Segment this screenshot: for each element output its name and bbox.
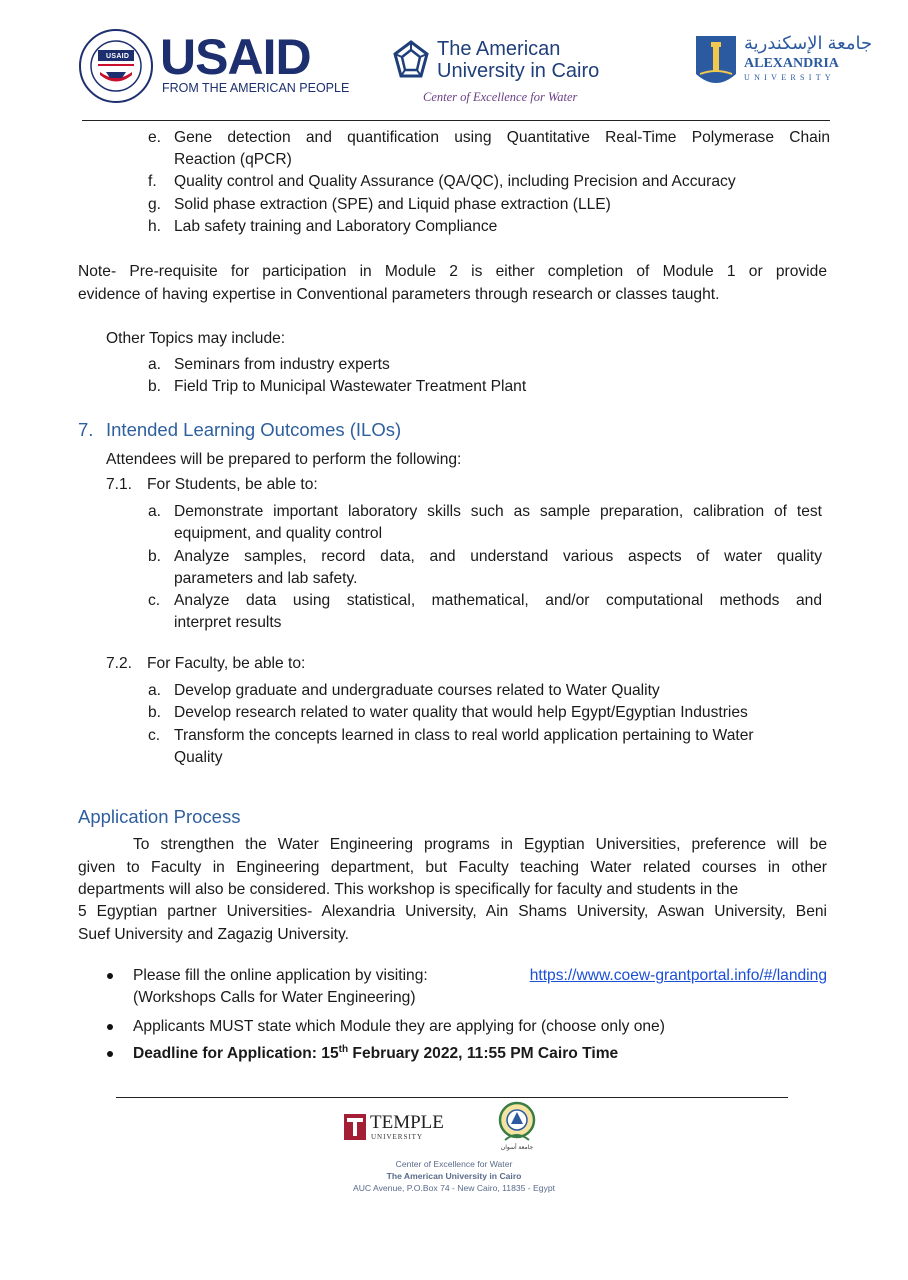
alexandria-arabic-name: جامعة الإسكندرية	[744, 33, 873, 53]
topic-g: Solid phase extraction (SPE) and Liquid phase extraction (LLE)	[174, 196, 611, 213]
application-title: Application Process	[78, 806, 241, 827]
usaid-logo	[78, 28, 350, 104]
other-topic-marker-a: a.	[148, 356, 162, 373]
usaid-badge: USAID	[106, 53, 130, 60]
footer-rule	[116, 1097, 788, 1098]
application-portal-link[interactable]: https://www.coew-grantportal.info/#/landing	[529, 967, 827, 984]
section7-title: Intended Learning Outcomes (ILOs)	[106, 419, 402, 440]
other-topic-a: Seminars from industry experts	[174, 356, 390, 373]
alexandria-logo	[694, 32, 873, 94]
student-a-line1: Demonstrate important laboratory skills such as sample preparation, calibration of test	[174, 503, 822, 520]
other-topics-intro: Other Topics may include:	[106, 330, 286, 347]
bullet1-line2: (Workshops Calls for Water Engineering)	[133, 989, 416, 1006]
students-title: For Students, be able to:	[147, 476, 318, 493]
footer-line1: Center of Excellence for Water	[395, 1159, 513, 1169]
faculty-marker-b: b.	[148, 704, 162, 721]
auc-subtitle: Center of Excellence for Water	[423, 90, 578, 104]
header-rule	[82, 120, 830, 121]
topic-marker-e: e.	[148, 129, 162, 146]
temple-logo	[344, 1112, 454, 1142]
faculty-marker-a: a.	[148, 682, 162, 699]
topic-e-line2: Reaction (qPCR)	[174, 151, 292, 168]
faculty-b: Develop research related to water quality that would help Egypt/Egyptian Industries	[174, 704, 748, 721]
student-marker-b: b.	[148, 548, 162, 565]
aswan-caption: جامعة أسوان	[500, 1145, 534, 1151]
auc-name-line1: The American	[437, 38, 561, 60]
other-topic-marker-b: b.	[148, 378, 162, 395]
application-para-line1: To strengthen the Water Engineering programs in Egyptian Universities, preference will be	[133, 836, 827, 853]
student-a-line2: equipment, and quality control	[174, 525, 383, 542]
application-para-line2: given to Faculty in Engineering department, but Faculty teaching Water related courses in other	[78, 859, 827, 876]
alexandria-name: ALEXANDRIA	[744, 56, 839, 71]
bullet1-text: Please fill the online application by visiting:	[133, 967, 428, 984]
application-para-line5: Suef University and Zagazig University.	[78, 926, 349, 943]
topic-marker-f: f.	[148, 173, 157, 190]
faculty-marker-c: c.	[148, 727, 161, 744]
lighthouse-emblem-icon	[694, 34, 738, 92]
bullet1-line1	[133, 965, 827, 987]
student-b-line1: Analyze samples, record data, and understand various aspects of water quality	[174, 548, 822, 565]
section7-number: 7.	[78, 419, 94, 440]
temple-sub: UNIVERSITY	[371, 1133, 423, 1141]
faculty-c-line2: Quality	[174, 749, 223, 766]
application-para-line3: departments will also be considered. This workshop is specifically for faculty and students in the	[78, 881, 739, 898]
student-marker-a: a.	[148, 503, 162, 520]
deadline-sup: th	[338, 1043, 349, 1055]
deadline-prefix: Deadline for Application: 15	[133, 1045, 339, 1062]
student-b-line2: parameters and lab safety.	[174, 570, 358, 587]
topic-f: Quality control and Quality Assurance (QA/QC), including Precision and Accuracy	[174, 173, 736, 190]
students-number: 7.1.	[106, 476, 133, 493]
auc-logo	[393, 36, 623, 112]
faculty-number: 7.2.	[106, 655, 133, 672]
temple-name: TEMPLE	[370, 1112, 444, 1133]
usaid-wordmark: USAID	[160, 29, 311, 85]
student-c-line1: Analyze data using statistical, mathematical, and/or computational methods and	[174, 592, 822, 609]
temple-t-icon	[344, 1114, 366, 1140]
topic-marker-g: g.	[148, 196, 162, 213]
faculty-title: For Faculty, be able to:	[147, 655, 306, 672]
faculty-a: Develop graduate and undergraduate courses related to Water Quality	[174, 682, 660, 699]
footer-line3: AUC Avenue, P.O.Box 74 - New Cairo, 11835 - Egypt	[352, 1183, 556, 1193]
bullet2-text: Applicants MUST state which Module they are applying for (choose only one)	[133, 1018, 665, 1035]
note-line2: evidence of having expertise in Conventional parameters through research or classes taught.	[78, 286, 720, 303]
bullet-dot-3	[107, 1051, 113, 1057]
alexandria-sub: UNIVERSITY	[744, 73, 835, 82]
other-topic-b: Field Trip to Municipal Wastewater Treatment Plant	[174, 378, 527, 395]
footer-line2: The American University in Cairo	[386, 1171, 522, 1181]
usaid-tagline: FROM THE AMERICAN PEOPLE	[162, 81, 350, 95]
section7-intro: Attendees will be prepared to perform the following:	[106, 451, 462, 468]
aswan-logo	[496, 1100, 538, 1156]
deadline-text	[133, 1043, 618, 1065]
usaid-seal-icon	[78, 28, 154, 104]
note-line1: Note- Pre-requisite for participation in Module 2 is either completion of Module 1 or provide	[78, 263, 827, 280]
aswan-emblem-icon	[497, 1100, 537, 1144]
student-marker-c: c.	[148, 592, 161, 609]
bullet-dot-2	[107, 1024, 113, 1030]
student-c-line2: interpret results	[174, 614, 282, 631]
topic-e-line1: Gene detection and quantification using Quantitative Real-Time Polymerase Chain	[174, 129, 830, 146]
auc-name-line2: University in Cairo	[437, 60, 600, 82]
faculty-c-line1: Transform the concepts learned in class to real world application pertaining to Water	[174, 727, 754, 744]
auc-emblem-icon	[393, 40, 429, 80]
topic-marker-h: h.	[148, 218, 162, 235]
topic-h: Lab safety training and Laboratory Compliance	[174, 218, 498, 235]
deadline-suffix: February 2022, 11:55 PM Cairo Time	[348, 1045, 619, 1062]
application-para-line4: 5 Egyptian partner Universities- Alexandria University, Ain Shams University, Aswan University, Beni	[78, 903, 827, 920]
bullet-dot-1	[107, 973, 113, 979]
